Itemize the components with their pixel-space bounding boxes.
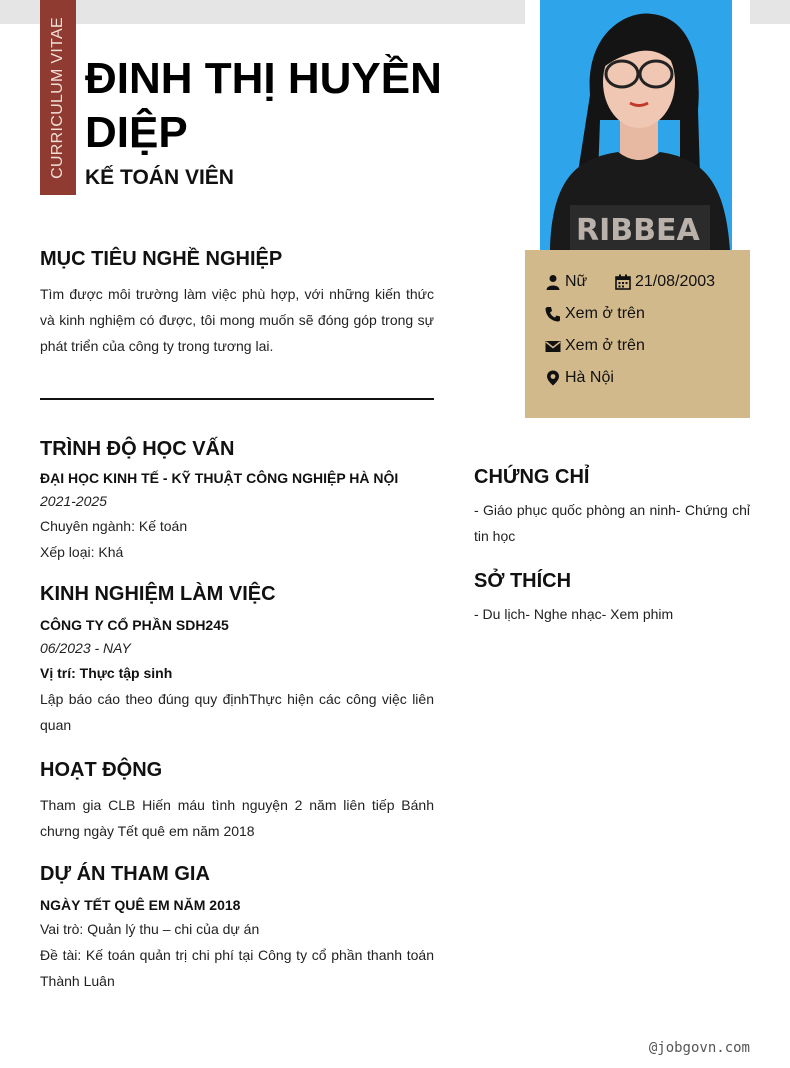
experience-period: 06/2023 - NAY <box>40 640 131 656</box>
education-title: TRÌNH ĐỘ HỌC VẤN <box>40 438 235 460</box>
hobbies-title: SỞ THÍCH <box>474 570 572 592</box>
objective-title: MỤC TIÊU NGHỀ NGHIỆP <box>40 248 283 270</box>
birthdate-row <box>615 271 715 293</box>
project-name: NGÀY TẾT QUÊ EM NĂM 2018 <box>40 897 241 913</box>
objective-section <box>40 248 434 359</box>
projects-title: DỰ ÁN THAM GIA <box>40 863 210 885</box>
activities-text: Tham gia CLB Hiến máu tình nguyện 2 năm liên tiếp Bánh chưng ngày Tết quê em năm 2018 <box>40 797 434 839</box>
project-topic: Đề tài: Kế toán quản trị chi phí tại Công ty cổ phần thanh toán Thành Luân <box>40 947 434 989</box>
svg-text:RIBBEA: RIBBEA <box>576 213 700 248</box>
phone-value: Xem ở trên <box>565 305 645 322</box>
experience-section <box>40 583 434 738</box>
phone-icon <box>545 306 561 322</box>
candidate-name: ĐINH THỊ HUYỀN DIỆP <box>85 54 442 157</box>
job-title: KẾ TOÁN VIÊN <box>85 166 234 189</box>
hobbies-text: - Du lịch- Nghe nhạc- Xem phim <box>474 606 674 622</box>
education-rank: Xếp loại: Khá <box>40 544 124 560</box>
certificates-title: CHỨNG CHỈ <box>474 466 590 488</box>
watermark: @jobgovn.com <box>648 1040 750 1056</box>
person-icon <box>545 274 561 290</box>
mail-icon <box>545 338 561 354</box>
experience-company: CÔNG TY CỔ PHẦN SDH245 <box>40 617 229 633</box>
certificates-text: - Giáo phục quốc phòng an ninh- Chứng chỉ tin học <box>474 502 750 544</box>
gender-value: Nữ <box>565 273 588 290</box>
activities-section <box>40 759 434 844</box>
cv-ribbon <box>40 0 76 195</box>
phone-row <box>545 303 645 325</box>
education-major: Chuyên ngành: Kế toán <box>40 518 188 534</box>
experience-position: Vị trí: Thực tập sinh <box>40 665 173 681</box>
education-period: 2021-2025 <box>40 493 107 509</box>
ribbon-text: CURRICULUM VITAE <box>49 16 67 179</box>
project-role: Vai trò: Quản lý thu – chi của dự án <box>40 921 260 937</box>
certificates-section <box>474 466 750 549</box>
profile-photo <box>540 0 732 250</box>
section-divider <box>40 398 434 400</box>
projects-section <box>40 863 434 994</box>
gender-row <box>545 271 587 293</box>
hobbies-section <box>474 570 750 627</box>
experience-title: KINH NGHIỆM LÀM VIỆC <box>40 583 276 605</box>
address-row <box>545 367 614 389</box>
objective-text: Tìm được môi trường làm việc phù hợp, với những kiến thức và kinh nghiệm có được, tôi mong muốn sẽ đóng góp trong sự phát triển của công ty trong tương lai. <box>40 286 434 354</box>
calendar-icon <box>615 274 631 290</box>
education-section <box>40 438 434 565</box>
email-row <box>545 335 645 357</box>
experience-description: Lập báo cáo theo đúng quy địnhThực hiện các công việc liên quan <box>40 691 434 733</box>
email-value: Xem ở trên <box>565 337 645 354</box>
address-value: Hà Nội <box>565 369 614 386</box>
education-school: ĐẠI HỌC KINH TẾ - KỸ THUẬT CÔNG NGHIỆP HÀ NỘI <box>40 470 399 486</box>
birthdate-value: 21/08/2003 <box>635 273 716 290</box>
location-pin-icon <box>545 370 561 386</box>
profile-photo-frame <box>525 0 750 250</box>
contact-info-box <box>525 250 750 418</box>
activities-title: HOẠT ĐỘNG <box>40 759 163 781</box>
